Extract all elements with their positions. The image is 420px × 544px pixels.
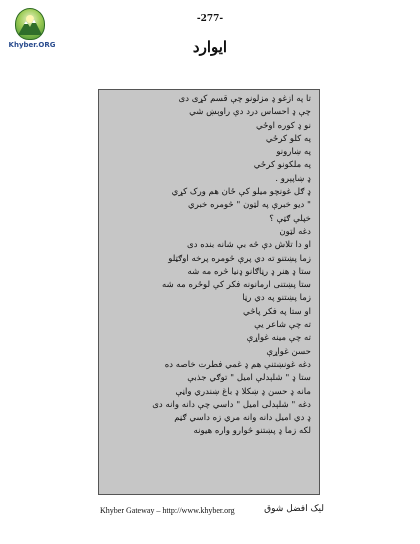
footer-author: لیک افضل شوق bbox=[264, 504, 324, 514]
poem-line: خپلې ګټې ؟ bbox=[269, 213, 311, 224]
poem-line: ته چې شاعر یې bbox=[254, 320, 311, 331]
footer-source-link: Khyber Gateway – http://www.khyber.org bbox=[100, 506, 235, 515]
poem-line: ستا پښتنی ارمانونه فکر کې لوځره مه شه bbox=[161, 280, 311, 291]
poem-line: زما پښتنو په دي رڼا bbox=[242, 293, 311, 304]
poem-line: ډ ښاپېرو . bbox=[275, 173, 311, 184]
poem-line: دغه لټون bbox=[279, 226, 311, 237]
poem-line: ستا ډ " شلېدلې امیل " توګي جذبې bbox=[187, 373, 311, 384]
poem-line: زما پښتنو ته دي پرې څومره پرخه اوګټلو bbox=[168, 253, 311, 264]
poem-line: نو ډ کوره اوځي bbox=[255, 120, 311, 131]
poem-box bbox=[98, 89, 320, 495]
poem-line: چې ډ احساس درد دې راوېښ شي bbox=[189, 107, 311, 118]
poem-line: دغه غونښتنې هم ډ غمي فطرت خاصه ده bbox=[164, 359, 311, 370]
poem-line: حسن غواړې bbox=[266, 346, 311, 357]
page-number: -277- bbox=[196, 14, 224, 24]
poem-line: په ښارونو bbox=[276, 147, 311, 158]
logo-text: Khyber.ORG bbox=[8, 41, 56, 49]
poem-line: په ملکونو کرځي bbox=[253, 160, 311, 171]
poem-line: او دا تلاش دې څه بې شانه بنده دی bbox=[186, 240, 311, 251]
poem-line: ډ دي امیل دانه وانه مري زه داسي ګڼم bbox=[174, 413, 311, 424]
poem-line: لکه زما ډ پښتنو څوارو واره هیونه bbox=[193, 426, 311, 437]
poem-line: دغه " شلېدلی امیل " داسي چې دانه وانه دی bbox=[152, 399, 311, 410]
poem-line: " دیو خبرې په لټون " څومره خبري bbox=[188, 200, 311, 211]
poem-line: تا په ازغو ډ مزلونو چې قسم کړی دی bbox=[178, 94, 311, 104]
khyber-mountain-logo-icon bbox=[15, 8, 45, 40]
poem-line: مانه ډ حسن ډ ښکلا ډ باغ ښندري واڼې bbox=[175, 386, 311, 397]
poem-line: او ستا په فکر پاڅي bbox=[243, 306, 311, 317]
poem-line: ته چې مینه غواړې bbox=[246, 333, 311, 344]
poem-line: په کلو کرځي bbox=[265, 133, 311, 144]
page-title: ایوارد bbox=[192, 38, 228, 56]
poem-line: ډ ګل غونچو میلو کې ځان هم ورک کړي bbox=[171, 187, 311, 198]
poem-line: ستا ډ هنر ډ رڼاګانو ډنیا څره مه شه bbox=[187, 266, 311, 277]
